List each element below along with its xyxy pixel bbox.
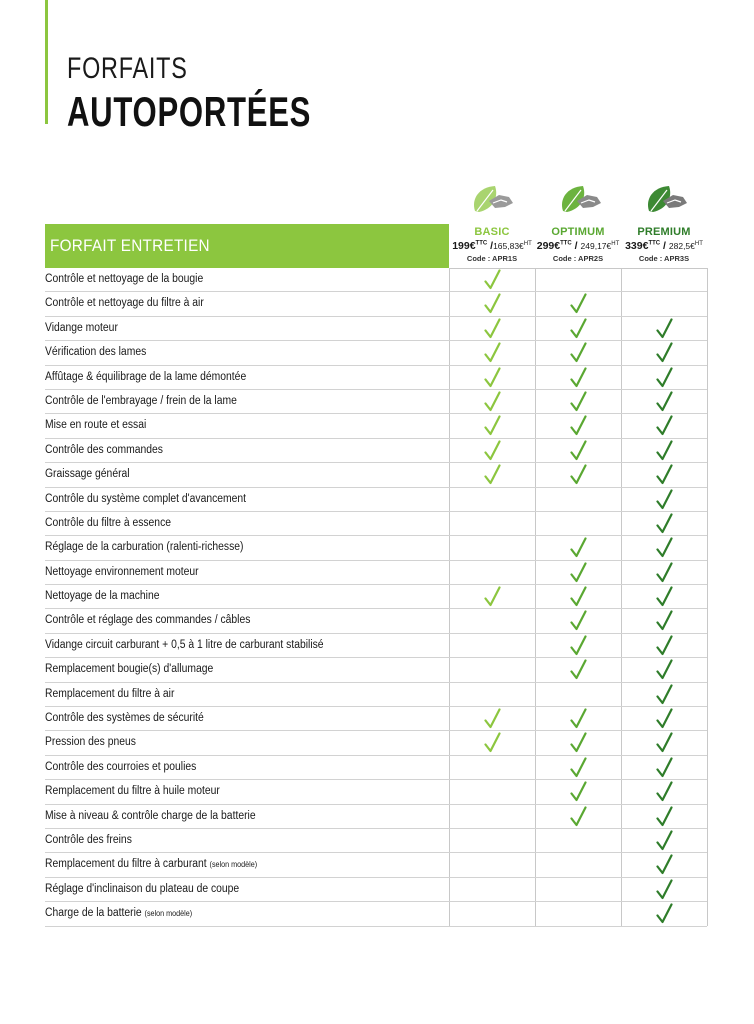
service-name: Contrôle et nettoyage de la bougie bbox=[45, 273, 204, 285]
service-name: Vidange circuit carburant + 0,5 à 1 litre de carburant stabilisé bbox=[45, 638, 324, 651]
check-icon bbox=[656, 562, 673, 583]
row-label bbox=[45, 712, 204, 724]
premium-leaf-handshake-icon bbox=[643, 181, 691, 219]
check-icon bbox=[656, 708, 673, 729]
row-label bbox=[45, 590, 159, 602]
check-icon bbox=[570, 610, 587, 631]
table-row bbox=[45, 536, 707, 560]
check-icon bbox=[570, 415, 587, 436]
check-icon bbox=[570, 732, 587, 753]
check-icon bbox=[656, 635, 673, 656]
plan-cell-premium bbox=[621, 634, 707, 658]
check-icon bbox=[656, 391, 673, 412]
plan-cell-basic bbox=[449, 536, 535, 560]
table-row bbox=[45, 341, 707, 365]
check-icon bbox=[656, 513, 673, 534]
plan-cell-basic bbox=[449, 609, 535, 633]
table-header-label: FORFAIT ENTRETIEN bbox=[50, 236, 210, 255]
service-name: Contrôle et réglage des commandes / câbles bbox=[45, 614, 251, 627]
plan-basic-header bbox=[449, 226, 535, 263]
service-name: Réglage d'inclinaison du plateau de coupe bbox=[45, 882, 240, 895]
plan-cell-premium bbox=[621, 488, 707, 512]
check-icon bbox=[484, 440, 501, 461]
check-icon bbox=[570, 757, 587, 778]
service-name: Remplacement du filtre à carburant bbox=[45, 858, 207, 871]
plan-cell-premium bbox=[621, 536, 707, 560]
service-name: Remplacement du filtre à huile moteur bbox=[45, 785, 220, 798]
row-label bbox=[45, 761, 196, 773]
table-row bbox=[45, 609, 707, 633]
plan-cell-optimum bbox=[535, 292, 621, 316]
check-icon bbox=[484, 269, 501, 290]
check-icon bbox=[484, 586, 501, 607]
service-name: Vidange moteur bbox=[45, 321, 118, 334]
row-label bbox=[45, 614, 250, 626]
table-row bbox=[45, 805, 707, 829]
plan-cell-basic bbox=[449, 317, 535, 341]
plan-cell-basic bbox=[449, 292, 535, 316]
plan-cell-premium bbox=[621, 512, 707, 536]
plan-cell-basic bbox=[449, 268, 535, 292]
check-icon bbox=[570, 318, 587, 339]
check-icon bbox=[656, 879, 673, 900]
plan-cell-basic bbox=[449, 707, 535, 731]
plan-cell-premium bbox=[621, 414, 707, 438]
check-icon bbox=[656, 464, 673, 485]
plan-cell-premium bbox=[621, 292, 707, 316]
table-row bbox=[45, 512, 707, 536]
plan-cell-premium bbox=[621, 341, 707, 365]
row-label bbox=[45, 395, 237, 407]
check-icon bbox=[656, 659, 673, 680]
check-icon bbox=[570, 342, 587, 363]
plan-cell-optimum bbox=[535, 878, 621, 902]
check-icon bbox=[570, 537, 587, 558]
plan-cell-basic bbox=[449, 512, 535, 536]
service-note: (selon modèle) bbox=[144, 909, 193, 919]
plan-cell-optimum bbox=[535, 536, 621, 560]
plan-price: 339€$^{TTC}$ / 282,5€$^{HT}$ bbox=[625, 240, 703, 252]
plan-cell-basic bbox=[449, 878, 535, 902]
title-accent-bar bbox=[45, 0, 48, 124]
check-icon bbox=[656, 732, 673, 753]
table-row bbox=[45, 829, 707, 853]
plan-cell-basic bbox=[449, 853, 535, 877]
table-row bbox=[45, 439, 707, 463]
plan-cell-premium bbox=[621, 658, 707, 682]
check-icon bbox=[656, 903, 673, 924]
plan-cell-basic bbox=[449, 488, 535, 512]
row-label bbox=[45, 639, 324, 651]
row-label bbox=[45, 858, 257, 870]
plan-cell-premium bbox=[621, 609, 707, 633]
service-note: (selon modèle) bbox=[209, 860, 258, 870]
table-row bbox=[45, 683, 707, 707]
row-label bbox=[45, 688, 174, 700]
check-icon bbox=[656, 415, 673, 436]
plan-cell-premium bbox=[621, 756, 707, 780]
row-label bbox=[45, 663, 213, 675]
plan-cell-optimum bbox=[535, 268, 621, 292]
plan-cell-optimum bbox=[535, 902, 621, 926]
service-name: Nettoyage environnement moteur bbox=[45, 565, 199, 578]
check-icon bbox=[656, 537, 673, 558]
check-icon bbox=[656, 367, 673, 388]
plan-cell-basic bbox=[449, 805, 535, 829]
plan-cell-premium bbox=[621, 463, 707, 487]
table-row bbox=[45, 561, 707, 585]
plan-cell-optimum bbox=[535, 707, 621, 731]
plan-code: Code : APR3S bbox=[638, 254, 690, 263]
table-row bbox=[45, 853, 707, 877]
table-row bbox=[45, 878, 707, 902]
table-row bbox=[45, 463, 707, 487]
service-name: Réglage de la carburation (ralenti-richesse) bbox=[45, 541, 244, 554]
row-label bbox=[45, 273, 203, 285]
plan-cell-premium bbox=[621, 731, 707, 755]
page-title-line1: FORFAITS bbox=[67, 52, 188, 85]
check-icon bbox=[484, 464, 501, 485]
plan-cell-premium bbox=[621, 390, 707, 414]
plan-cell-basic bbox=[449, 561, 535, 585]
row-label bbox=[45, 566, 199, 578]
check-icon bbox=[570, 635, 587, 656]
plan-cell-basic bbox=[449, 829, 535, 853]
plan-cell-premium bbox=[621, 902, 707, 926]
check-icon bbox=[484, 708, 501, 729]
check-icon bbox=[570, 293, 587, 314]
plan-cell-premium bbox=[621, 805, 707, 829]
plan-cell-basic bbox=[449, 683, 535, 707]
plan-cell-optimum bbox=[535, 756, 621, 780]
plan-code: Code : APR2S bbox=[552, 254, 604, 263]
plan-price: 199€$^{TTC}$ /165,83€$^{HT}$ bbox=[452, 240, 532, 252]
check-icon bbox=[656, 318, 673, 339]
plan-cell-optimum bbox=[535, 805, 621, 829]
table-row bbox=[45, 317, 707, 341]
table-row bbox=[45, 414, 707, 438]
service-name: Charge de la batterie bbox=[45, 907, 142, 920]
check-icon bbox=[656, 757, 673, 778]
service-name: Contrôle des courroies et poulies bbox=[45, 760, 197, 773]
table-row bbox=[45, 585, 707, 609]
plan-cell-optimum bbox=[535, 439, 621, 463]
service-name: Contrôle du système complet d'avancement bbox=[45, 492, 247, 505]
check-icon bbox=[656, 830, 673, 851]
plan-cell-basic bbox=[449, 780, 535, 804]
plan-cell-optimum bbox=[535, 853, 621, 877]
table-row bbox=[45, 390, 707, 414]
row-label bbox=[45, 493, 246, 505]
plan-cell-basic bbox=[449, 341, 535, 365]
check-icon bbox=[656, 806, 673, 827]
row-label bbox=[45, 346, 146, 358]
row-label bbox=[45, 371, 246, 383]
row-label bbox=[45, 468, 130, 480]
check-icon bbox=[484, 293, 501, 314]
plan-cell-optimum bbox=[535, 634, 621, 658]
plan-cell-optimum bbox=[535, 463, 621, 487]
check-icon bbox=[656, 610, 673, 631]
check-icon bbox=[570, 562, 587, 583]
check-icon bbox=[484, 318, 501, 339]
plan-premium-header bbox=[621, 226, 707, 263]
plan-cell-premium bbox=[621, 585, 707, 609]
table-row bbox=[45, 780, 707, 804]
table-row bbox=[45, 658, 707, 682]
check-icon bbox=[570, 806, 587, 827]
plan-cell-optimum bbox=[535, 731, 621, 755]
plan-name: PREMIUM bbox=[637, 226, 691, 238]
row-label bbox=[45, 785, 220, 797]
plan-cell-premium bbox=[621, 439, 707, 463]
page-title-line2: AUTOPORTÉES bbox=[67, 88, 312, 135]
plan-cell-basic bbox=[449, 756, 535, 780]
plan-cell-basic bbox=[449, 366, 535, 390]
service-name: Mise en route et essai bbox=[45, 419, 147, 432]
table-row bbox=[45, 731, 707, 755]
service-name: Contrôle des commandes bbox=[45, 443, 163, 456]
table-row bbox=[45, 488, 707, 512]
table-row bbox=[45, 634, 707, 658]
row-label bbox=[45, 322, 118, 334]
row-label bbox=[45, 444, 163, 456]
plan-cell-optimum bbox=[535, 609, 621, 633]
basic-leaf-handshake-icon bbox=[469, 181, 517, 219]
plan-cell-premium bbox=[621, 707, 707, 731]
plan-cell-basic bbox=[449, 634, 535, 658]
check-icon bbox=[656, 684, 673, 705]
row-label bbox=[45, 883, 239, 895]
check-icon bbox=[656, 440, 673, 461]
plan-cell-premium bbox=[621, 317, 707, 341]
table-row bbox=[45, 707, 707, 731]
plan-cell-basic bbox=[449, 439, 535, 463]
plan-cell-optimum bbox=[535, 366, 621, 390]
plan-cell-optimum bbox=[535, 585, 621, 609]
check-icon bbox=[484, 367, 501, 388]
plan-cell-optimum bbox=[535, 829, 621, 853]
plan-cell-optimum bbox=[535, 317, 621, 341]
service-name: Nettoyage de la machine bbox=[45, 590, 160, 603]
service-name: Mise à niveau & contrôle charge de la batterie bbox=[45, 809, 256, 822]
table-row bbox=[45, 902, 707, 926]
plan-cell-optimum bbox=[535, 414, 621, 438]
plan-cell-optimum bbox=[535, 341, 621, 365]
service-name: Affûtage & équilibrage de la lame démontée bbox=[45, 370, 247, 383]
table-row bbox=[45, 292, 707, 316]
check-icon bbox=[484, 391, 501, 412]
check-icon bbox=[570, 391, 587, 412]
check-icon bbox=[484, 342, 501, 363]
plan-code: Code : APR1S bbox=[466, 254, 518, 263]
table-row bbox=[45, 366, 707, 390]
plan-cell-premium bbox=[621, 829, 707, 853]
plan-cell-premium bbox=[621, 683, 707, 707]
plan-name: BASIC bbox=[474, 226, 510, 238]
plan-cell-optimum bbox=[535, 683, 621, 707]
plan-cell-basic bbox=[449, 414, 535, 438]
check-icon bbox=[484, 415, 501, 436]
service-name: Pression des pneus bbox=[45, 736, 136, 749]
plan-cell-premium bbox=[621, 561, 707, 585]
row-label bbox=[45, 736, 136, 748]
check-icon bbox=[570, 586, 587, 607]
check-icon bbox=[484, 732, 501, 753]
check-icon bbox=[656, 342, 673, 363]
row-label bbox=[45, 541, 243, 553]
check-icon bbox=[656, 854, 673, 875]
plan-cell-optimum bbox=[535, 658, 621, 682]
table-header-band bbox=[45, 224, 449, 268]
table-row bbox=[45, 268, 707, 292]
service-name: Remplacement du filtre à air bbox=[45, 687, 175, 700]
check-icon bbox=[570, 659, 587, 680]
plan-price: 299€$^{TTC}$ / 249,17€$^{HT}$ bbox=[536, 240, 620, 252]
plan-cell-basic bbox=[449, 390, 535, 414]
service-name: Vérification des lames bbox=[45, 346, 147, 359]
column-divider bbox=[707, 268, 708, 926]
check-icon bbox=[656, 489, 673, 510]
plan-cell-basic bbox=[449, 902, 535, 926]
service-name: Contrôle des systèmes de sécurité bbox=[45, 712, 204, 725]
plan-name: OPTIMUM bbox=[551, 226, 605, 238]
plan-cell-optimum bbox=[535, 561, 621, 585]
check-icon bbox=[570, 440, 587, 461]
plan-cell-premium bbox=[621, 878, 707, 902]
plan-cell-optimum bbox=[535, 390, 621, 414]
row-label bbox=[45, 834, 132, 846]
row-label bbox=[45, 297, 204, 309]
service-name: Contrôle des freins bbox=[45, 833, 132, 846]
service-name: Contrôle de l'embrayage / frein de la lame bbox=[45, 394, 237, 407]
check-icon bbox=[656, 586, 673, 607]
plan-cell-basic bbox=[449, 658, 535, 682]
plan-cell-optimum bbox=[535, 780, 621, 804]
plan-cell-premium bbox=[621, 366, 707, 390]
plan-cell-optimum bbox=[535, 488, 621, 512]
plan-cell-basic bbox=[449, 463, 535, 487]
check-icon bbox=[570, 464, 587, 485]
row-label bbox=[45, 517, 171, 529]
row-label bbox=[45, 419, 146, 431]
plan-cell-premium bbox=[621, 853, 707, 877]
service-name: Remplacement bougie(s) d'allumage bbox=[45, 663, 214, 676]
check-icon bbox=[570, 367, 587, 388]
plan-cell-premium bbox=[621, 780, 707, 804]
service-name: Contrôle du filtre à essence bbox=[45, 516, 171, 529]
plan-cell-basic bbox=[449, 585, 535, 609]
plan-cell-basic bbox=[449, 731, 535, 755]
check-icon bbox=[570, 781, 587, 802]
plan-cell-premium bbox=[621, 268, 707, 292]
service-name: Graissage général bbox=[45, 468, 130, 481]
check-icon bbox=[656, 781, 673, 802]
row-label bbox=[45, 810, 256, 822]
plan-cell-optimum bbox=[535, 512, 621, 536]
row-label bbox=[45, 907, 192, 919]
optimum-leaf-handshake-icon bbox=[557, 181, 605, 219]
plan-optimum-header bbox=[535, 226, 621, 263]
services-table bbox=[45, 268, 707, 927]
check-icon bbox=[570, 708, 587, 729]
service-name: Contrôle et nettoyage du filtre à air bbox=[45, 297, 204, 310]
table-row bbox=[45, 756, 707, 780]
